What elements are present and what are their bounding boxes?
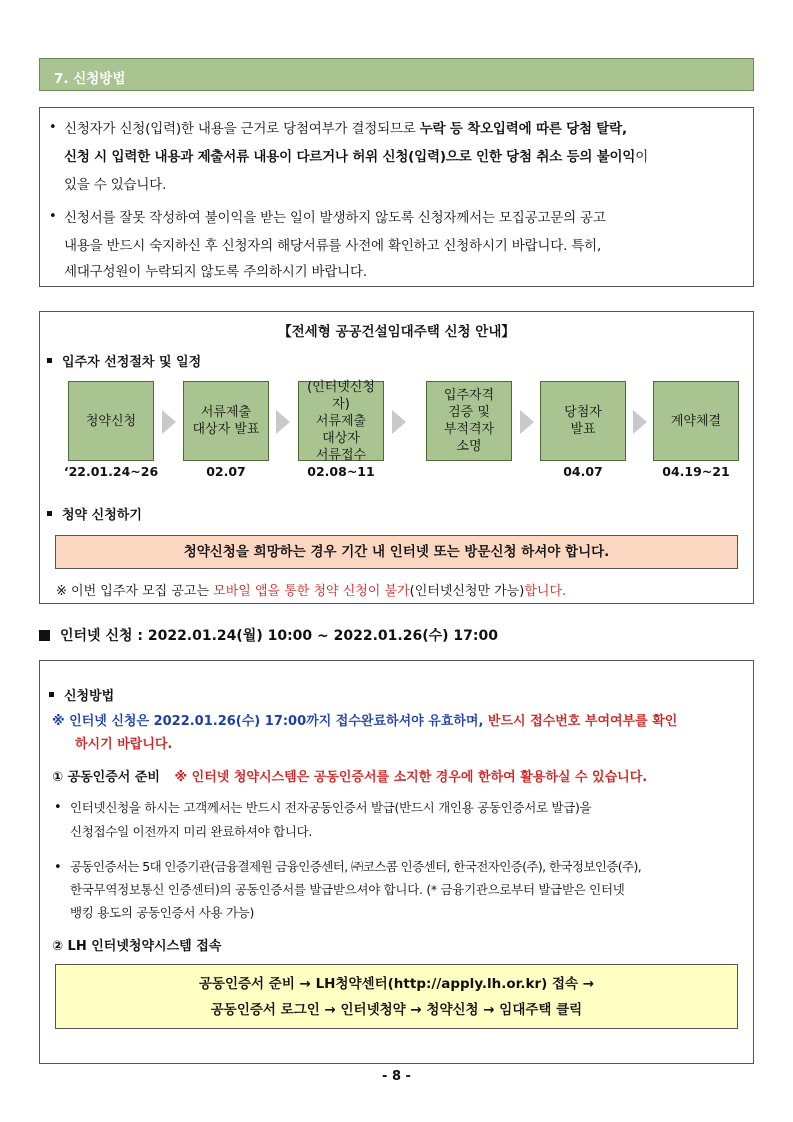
step-date: 04.19~21 <box>662 464 730 479</box>
apply-heading-text: 청약 신청하기 <box>62 508 142 523</box>
notice-line: 신청서를 잘못 작성하여 불이익을 받는 일이 발생하지 않도록 신청자께서는 모집공고문의 공고 <box>64 210 606 226</box>
access-path-line: 공동인증서 준비 → LH청약센터(http://apply.lh.or.kr) 접속 → <box>198 976 595 992</box>
step-box <box>540 381 626 461</box>
step-label: 부적격자 <box>443 422 495 437</box>
step-date: 02.07 <box>206 464 246 479</box>
square-bullet-icon <box>47 511 52 516</box>
cert-heading-line <box>52 766 647 785</box>
step-box <box>653 381 739 461</box>
notice-bold-text: 누락 등 착오입력에 따른 당첨 탈락, <box>419 121 627 137</box>
warning-red-text: 반드시 접수번호 부여여부를 확인 <box>487 714 678 729</box>
notice-text: 이 <box>635 149 649 165</box>
step-label: 계약체결 <box>670 413 722 429</box>
square-bullet-icon <box>39 630 50 641</box>
step-label: 입주자격 <box>443 388 495 403</box>
arrow-right-icon <box>633 410 647 434</box>
deadline-warning <box>52 710 677 729</box>
step-label: 검증 및 <box>448 405 490 420</box>
step-label: 당첨자 <box>564 405 602 420</box>
notice-line <box>64 143 754 171</box>
step-label: 청약신청 <box>85 413 137 429</box>
note-red-text: 모바일 앱을 통한 청약 신청이 불가 <box>213 584 410 599</box>
lh-heading: ② LH 인터넷청약시스템 접속 <box>52 939 222 954</box>
step-label: 소명 <box>456 439 482 454</box>
section-title: 7. 신청방법 <box>54 71 126 87</box>
notice-line <box>64 115 754 143</box>
access-path-box <box>55 964 738 1029</box>
schedule-heading-text: 입주자 선정절차 및 일정 <box>62 355 202 370</box>
method-heading-text: 신청방법 <box>64 689 115 704</box>
bullet-dot: • <box>49 209 57 224</box>
step-date: 02.08~11 <box>307 464 375 479</box>
apply-heading <box>47 504 142 523</box>
step-label: 대상자 <box>322 430 360 446</box>
mobile-note <box>56 580 566 599</box>
step-box <box>183 381 269 461</box>
step-label: 서류접수 <box>315 447 367 463</box>
arrow-right-icon <box>162 410 176 434</box>
cert-text: 한국무역정보통신 인증센터)의 공동인증서를 발급받으셔야 합니다. (* 금융기관으로부터 발급받은 인터넷 <box>70 882 625 897</box>
step-box <box>68 381 154 461</box>
cert-heading: ① 공동인증서 준비 <box>52 770 160 785</box>
step-label: 대상자 발표 <box>192 422 260 437</box>
arrow-right-icon <box>520 410 534 434</box>
step-label: 발표 <box>570 422 596 437</box>
internet-heading-text: 인터넷 신청 : 2022.01.24(월) 10:00 ~ 2022.01.26(수) 17:00 <box>60 628 498 644</box>
cert-warning: ※ 인터넷 청약시스템은 공동인증서를 소지한 경우에 한하여 활용하실 수 있습니다. <box>174 770 648 785</box>
warning-red-text: 하시기 바랍니다. <box>75 737 173 752</box>
access-path-line: 공동인증서 로그인 → 인터넷청약 → 청약신청 → 임대주택 클릭 <box>210 1002 583 1018</box>
cert-text: 인터넷신청을 하시는 고객께서는 반드시 전자공동인증서 발급(반드시 개인용 공동인증서로 발급)을 <box>70 800 592 815</box>
note-red-text: 합니다. <box>524 584 567 599</box>
cert-text: 공동인증서는 5대 인증기관(금융결제원 금융인증센터, ㈜코스콤 인증센터, 한국전자인증(주), 한국정보인증(주), <box>70 859 642 874</box>
section-header <box>39 58 754 91</box>
notice-line: 있을 수 있습니다. <box>64 177 167 193</box>
bullet-dot: • <box>54 800 62 815</box>
notice-bold-text: 신청 시 입력한 내용과 제출서류 내용이 다르거나 허위 신청(입력)으로 인한 당첨 취소 등의 불이익 <box>64 149 636 165</box>
notice-text: 신청자가 신청(입력)한 내용을 근거로 당첨여부가 결정되므로 <box>64 121 420 137</box>
internet-heading <box>39 625 498 645</box>
method-heading <box>49 685 114 704</box>
notice-line: 내용을 반드시 숙지하신 후 신청자의 해당서류를 사전에 확인하고 신청하시기 바랍니다. 특히, <box>64 238 602 254</box>
step-box <box>298 381 384 461</box>
square-bullet-icon <box>49 692 54 697</box>
warning-blue-text: ※ 인터넷 신청은 2022.01.26(수) 17:00까지 접수완료하셔야 유효하며, <box>52 714 488 729</box>
step-label: 서류제출 <box>315 413 367 429</box>
step-box <box>426 381 512 461</box>
guide-title: 【전세형 공공건설임대주택 신청 안내】 <box>278 324 515 340</box>
note-text: (인터넷신청만 가능) <box>409 584 525 599</box>
notice-box <box>39 107 754 287</box>
note-text: ※ 이번 입주자 모집 공고는 <box>56 584 214 599</box>
page-number: - 8 - <box>382 1069 411 1084</box>
schedule-heading <box>47 351 201 370</box>
apply-banner: 청약신청을 희망하는 경우 기간 내 인터넷 또는 방문신청 하셔야 합니다. <box>55 535 738 569</box>
step-label: 서류제출 <box>200 405 252 420</box>
step-date: ‘22.01.24~26 <box>63 464 159 479</box>
cert-text: 신청접수일 이전까지 미리 완료하셔야 합니다. <box>70 824 313 839</box>
arrow-right-icon <box>276 410 290 434</box>
square-bullet-icon <box>47 358 52 363</box>
bullet-dot: • <box>49 120 57 135</box>
method-box <box>39 660 754 1064</box>
step-date: 04.07 <box>563 464 603 479</box>
cert-text: 뱅킹 용도의 공동인증서 사용 가능) <box>70 905 255 920</box>
step-label: (인터넷신청자) <box>307 379 375 412</box>
arrow-right-icon <box>392 410 406 434</box>
application-guide-box <box>39 311 754 604</box>
bullet-dot: • <box>54 860 62 875</box>
notice-line: 세대구성원이 누락되지 않도록 주의하시기 바랍니다. <box>64 264 367 280</box>
